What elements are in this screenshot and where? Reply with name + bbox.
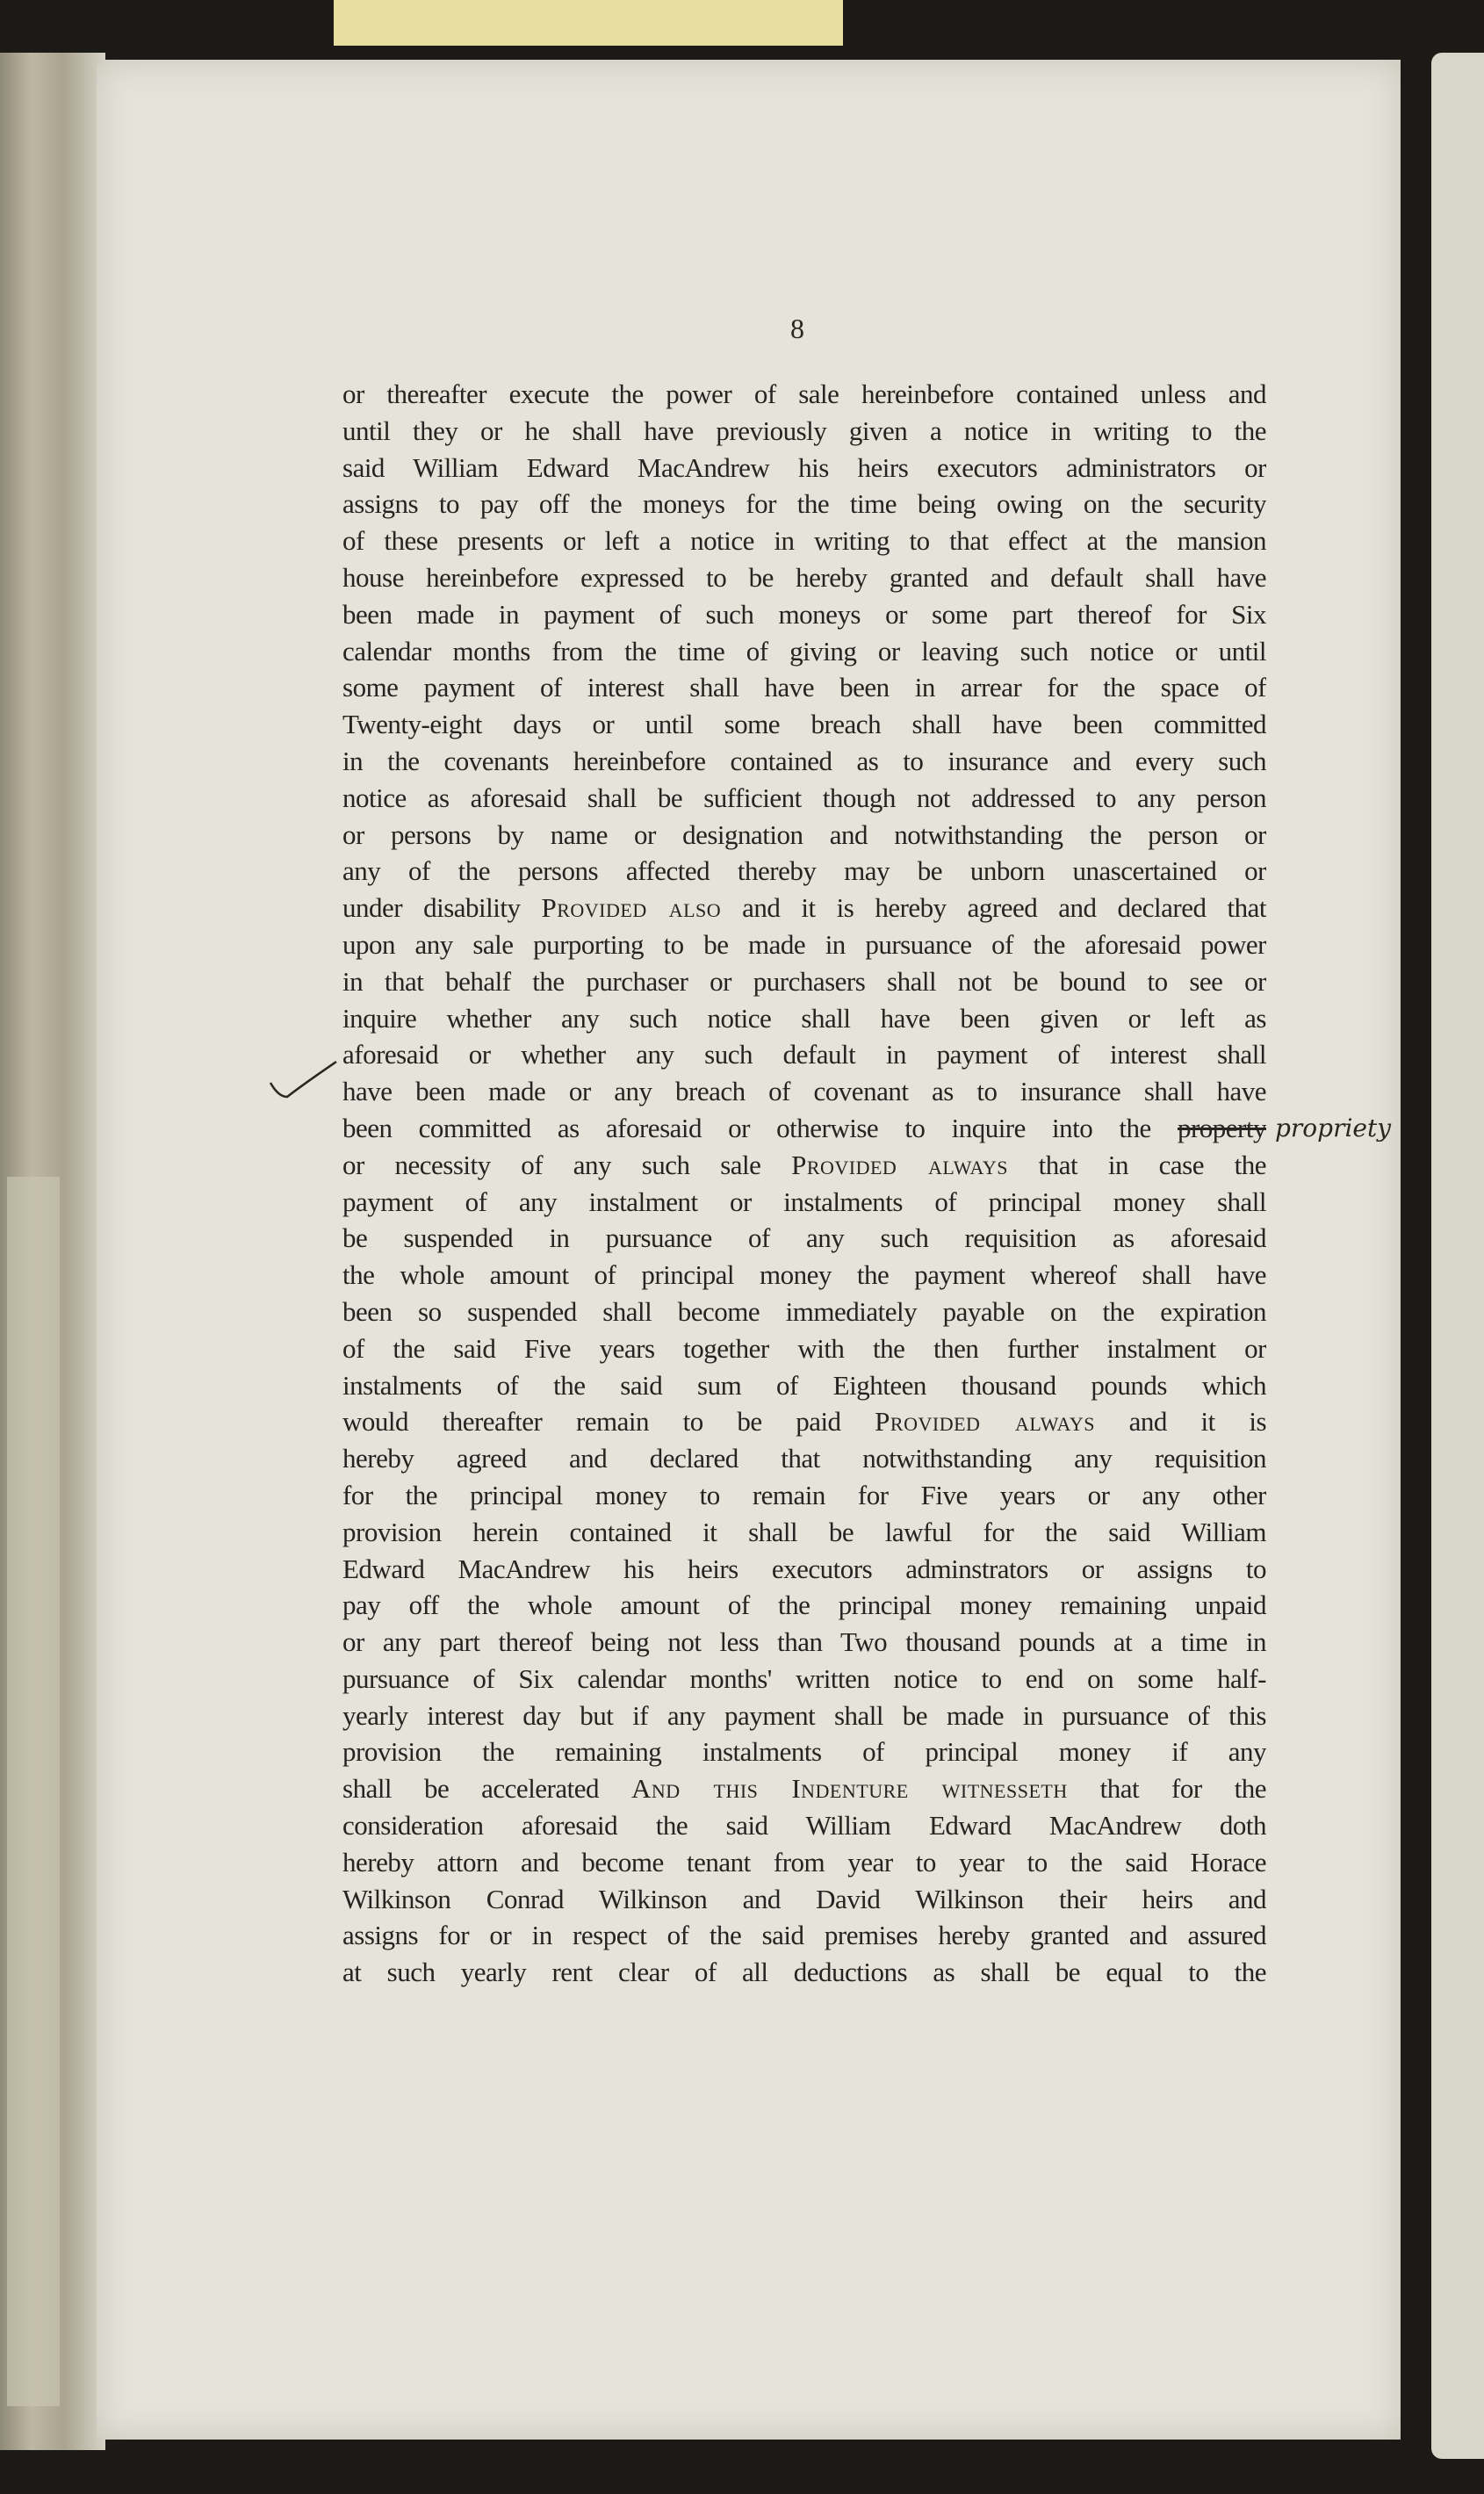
text-segment: been committed as aforesaid or otherwise to inquire into the bbox=[342, 1112, 1178, 1143]
text-line bbox=[342, 1036, 1266, 1073]
text-line bbox=[342, 486, 1266, 523]
text-segment: instalments of the said sum of Eighteen thousand pounds which bbox=[342, 1369, 1266, 1401]
text-segment: in that behalf the purchaser or purchasers shall not be bound to see or bbox=[342, 965, 1266, 997]
text-line bbox=[342, 413, 1266, 450]
text-segment: Twenty-eight days or until some breach shall have been committed bbox=[342, 709, 1266, 740]
page-number: 8 bbox=[790, 313, 804, 344]
text-line bbox=[342, 1551, 1266, 1588]
text-line bbox=[342, 1184, 1266, 1221]
text-segment: shall be accelerated bbox=[342, 1773, 631, 1805]
text-segment: consideration aforesaid the said William Edward MacAndrew doth bbox=[342, 1810, 1266, 1842]
text-segment: and it is hereby agreed and declared that bbox=[721, 892, 1266, 924]
text-line bbox=[342, 853, 1266, 890]
text-segment: assigns for or in respect of the said premises hereby granted and assured bbox=[342, 1920, 1266, 1951]
text-segment: provision herein contained it shall be lawful for the said William bbox=[342, 1516, 1266, 1547]
text-line bbox=[342, 1624, 1266, 1661]
text-segment: of the said Five years together with the then further instalment or bbox=[342, 1332, 1266, 1364]
text-line bbox=[342, 1294, 1266, 1330]
text-segment: said William Edward MacAndrew his heirs executors administrators or bbox=[342, 451, 1266, 483]
text-segment: some payment of interest shall have been in arrear for the space of bbox=[342, 672, 1266, 703]
small-caps-phrase: Provided also bbox=[541, 892, 722, 924]
text-segment: Wilkinson Conrad Wilkinson and David Wilkinson their heirs and bbox=[342, 1883, 1266, 1914]
facing-page-edge bbox=[1431, 53, 1484, 2459]
text-segment: of these presents or left a notice in writing to that effect at the mansion bbox=[342, 525, 1266, 557]
text-segment: inquire whether any such notice shall have been given or left as bbox=[342, 1002, 1266, 1034]
text-segment: that in case the bbox=[1008, 1149, 1266, 1180]
text-line bbox=[342, 1734, 1266, 1770]
text-segment: or any part thereof being not less than Two thousand pounds at a time in bbox=[342, 1626, 1266, 1658]
text-line bbox=[342, 1844, 1266, 1881]
text-segment: any of the persons affected thereby may be unborn unascertained or bbox=[342, 855, 1266, 887]
text-line bbox=[342, 1477, 1266, 1514]
text-line bbox=[342, 376, 1266, 413]
text-line bbox=[342, 1807, 1266, 1844]
text-line bbox=[342, 1698, 1266, 1734]
text-segment: notice as aforesaid shall be sufficient though not addressed to any person bbox=[342, 782, 1266, 813]
text-line bbox=[342, 963, 1266, 1000]
text-segment: the whole amount of principal money the payment whereof shall have bbox=[342, 1259, 1266, 1291]
text-segment: upon any sale purporting to be made in pursuance of the aforesaid power bbox=[342, 928, 1266, 960]
text-segment: in the covenants hereinbefore contained as to insurance and every such bbox=[342, 745, 1266, 776]
text-line bbox=[342, 1000, 1266, 1037]
text-segment: pursuance of Six calendar months' written notice to end on some half- bbox=[342, 1662, 1266, 1694]
text-line bbox=[342, 1110, 1266, 1147]
paper-tab bbox=[334, 0, 843, 46]
text-segment: payment of any instalment or instalments of principal money shall bbox=[342, 1186, 1266, 1217]
text-segment: or thereafter execute the power of sale hereinbefore contained unless and bbox=[342, 378, 1266, 409]
binding-strip bbox=[7, 1177, 60, 2406]
text-segment: hereby attorn and become tenant from year to year to the said Horace bbox=[342, 1846, 1266, 1878]
text-line bbox=[342, 926, 1266, 963]
text-line bbox=[342, 1661, 1266, 1698]
text-line bbox=[342, 559, 1266, 596]
text-line bbox=[342, 817, 1266, 854]
text-segment: or persons by name or designation and notwithstanding the person or bbox=[342, 818, 1266, 850]
text-segment: until they or he shall have previously given a notice in writing to the bbox=[342, 414, 1266, 446]
text-segment: calendar months from the time of giving or leaving such notice or until bbox=[342, 635, 1266, 667]
text-segment: yearly interest day but if any payment shall be made in pursuance of this bbox=[342, 1699, 1266, 1731]
text-segment: house hereinbefore expressed to be hereby granted and default shall have bbox=[342, 561, 1266, 593]
text-segment: aforesaid or whether any such default in payment of interest shall bbox=[342, 1039, 1266, 1070]
text-line bbox=[342, 1954, 1266, 1991]
handwritten-correction: propriety bbox=[1275, 1114, 1392, 1142]
small-caps-phrase: Provided always bbox=[875, 1406, 1096, 1438]
text-line bbox=[342, 780, 1266, 817]
text-line bbox=[342, 633, 1266, 670]
text-line bbox=[342, 890, 1266, 926]
text-line bbox=[342, 706, 1266, 743]
text-line bbox=[342, 1073, 1266, 1110]
text-line bbox=[342, 523, 1266, 559]
text-line bbox=[342, 1367, 1266, 1404]
text-line bbox=[342, 450, 1266, 487]
text-line bbox=[342, 669, 1266, 706]
text-line bbox=[342, 596, 1266, 633]
text-segment: and it is bbox=[1095, 1406, 1266, 1438]
text-segment: assigns to pay off the moneys for the time being owing on the security bbox=[342, 488, 1266, 520]
text-line bbox=[342, 1881, 1266, 1918]
body-text bbox=[342, 376, 1266, 1991]
struck-word: property bbox=[1177, 1112, 1266, 1143]
text-line bbox=[342, 1403, 1266, 1440]
check-mark-icon bbox=[268, 1058, 338, 1102]
text-segment: or necessity of any such sale bbox=[342, 1149, 792, 1180]
text-segment: be suspended in pursuance of any such requisition as aforesaid bbox=[342, 1222, 1266, 1254]
text-line bbox=[342, 1770, 1266, 1807]
text-line bbox=[342, 743, 1266, 780]
text-line bbox=[342, 1917, 1266, 1954]
text-segment: Edward MacAndrew his heirs executors adminstrators or assigns to bbox=[342, 1553, 1266, 1584]
book-binding bbox=[0, 53, 105, 2450]
text-line bbox=[342, 1220, 1266, 1257]
text-segment: pay off the whole amount of the principal money remaining unpaid bbox=[342, 1589, 1266, 1621]
text-segment: at such yearly rent clear of all deductions as shall be equal to the bbox=[342, 1957, 1266, 1988]
text-segment: been made in payment of such moneys or some part thereof for Six bbox=[342, 598, 1266, 630]
text-segment: that for the bbox=[1067, 1773, 1266, 1805]
text-line bbox=[342, 1257, 1266, 1294]
text-line bbox=[342, 1440, 1266, 1477]
text-segment: provision the remaining instalments of principal money if any bbox=[342, 1736, 1266, 1768]
text-segment: under disability bbox=[342, 892, 542, 924]
small-caps-phrase: And this Indenture witnesseth bbox=[630, 1773, 1068, 1805]
text-segment: for the principal money to remain for Five years or any other bbox=[342, 1479, 1266, 1510]
text-line bbox=[342, 1330, 1266, 1367]
small-caps-phrase: Provided always bbox=[791, 1149, 1009, 1180]
text-line bbox=[342, 1514, 1266, 1551]
text-line bbox=[342, 1587, 1266, 1624]
text-segment: been so suspended shall become immediately payable on the expiration bbox=[342, 1295, 1266, 1327]
text-line bbox=[342, 1147, 1266, 1184]
text-segment: would thereafter remain to be paid bbox=[342, 1406, 875, 1438]
text-segment: have been made or any breach of covenant as to insurance shall have bbox=[342, 1076, 1266, 1107]
text-segment: hereby agreed and declared that notwithstanding any requisition bbox=[342, 1443, 1266, 1474]
